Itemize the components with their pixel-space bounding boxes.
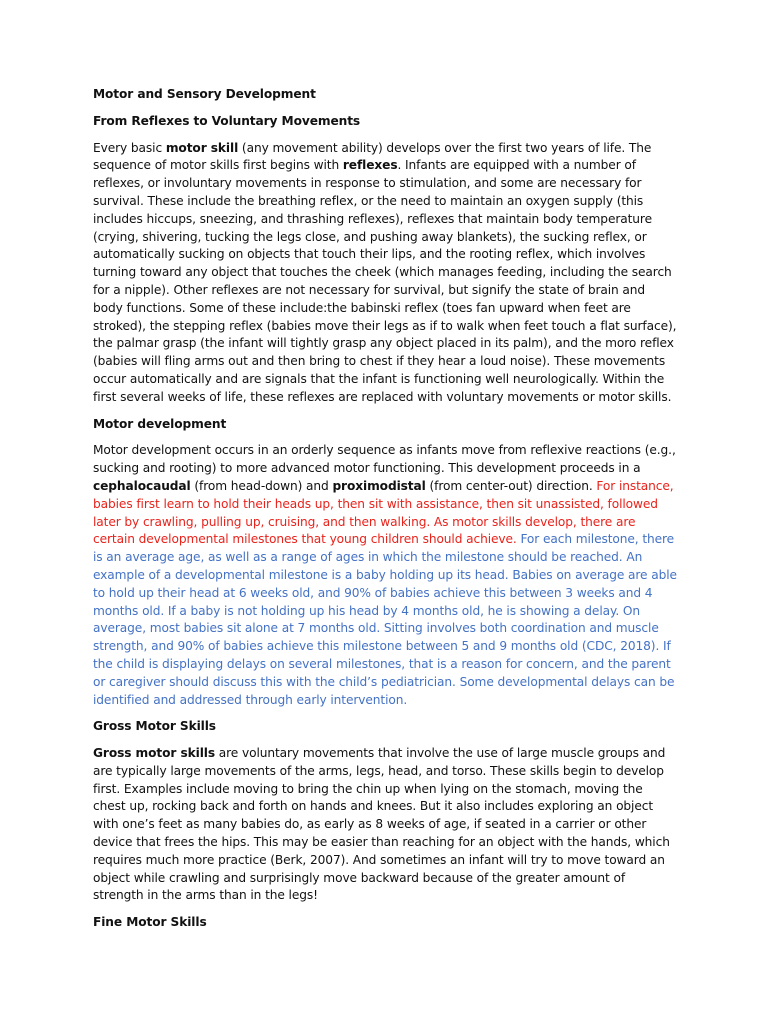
- paragraph-reflexes: [93, 140, 678, 407]
- document-title: Motor and Sensory Development: [93, 87, 316, 101]
- text-run: are voluntary movements that involve the use of large muscle groups and are typically large movements of the arms, legs, head, and torso. These skills begin to develop first. Examples include moving to bring the chin up when lying on the stomach, moving the chest up, rocking back and forth on hands and knees. But it also includes exploring an object with one’s feet as many babies do, as early as 8 weeks of age, if seated in a carrier or other device that frees the hips. This may be easier than reaching for an object with the hands, which requires much more practice (Berk, 2007). And sometimes an infant will try to move toward an object while crawling and surprisingly move backward because of the greater amount of strength in the arms than in the legs!: [93, 746, 670, 903]
- bold-term-cephalocaudal: cephalocaudal: [93, 478, 191, 493]
- section-heading-gross-motor-skills: Gross Motor Skills: [93, 719, 216, 734]
- bold-term-proximodistal: proximodistal: [332, 478, 426, 493]
- text-run: . Infants are equipped with a number of reflexes, or involuntary movements in response to stimulation, and some are necessary for survival. These include the breathing reflex, or the need to maintain an oxygen supply (this includes hiccups, sneezing, and thrashing reflexes), reflexes that maintain body temperature (crying, shivering, tucking the legs close, and pushing away blankets), the sucking reflex, or automatically sucking on objects that touch their lips, and the rooting reflex, which involves turning toward any object that touches the cheek (which manages feeding, including the search for a nipple). Other reflexes are not necessary for survival, but signify the state of brain and body functions. Some of these include:the babinski reflex (toes fan upward when feet are stroked), the stepping reflex (babies move their legs as if to walk when feet touch a flat surface), the palmar grasp (the infant will tightly grasp any object placed in its palm), and the moro reflex (babies will fling arms out and then bring to chest if they hear a loud noise). These movements occur automatically and are signals that the infant is functioning well neurologically. Within the first several weeks of life, these reflexes are replaced with voluntary movements or motor skills.: [93, 158, 677, 404]
- document-page: [93, 86, 678, 941]
- blue-highlighted-text: For each milestone, there is an average age, as well as a range of ages in which the milestone should be reached. An example of a developmental milestone is a baby holding up its head. Babies on average are able to hold up their head at 6 weeks old, and 90% of babies achieve this between 3 weeks and 4 months old. If a baby is not holding up his head by 4 months old, he is showing a delay. On average, most babies sit alone at 7 months old. Sitting involves both coordination and muscle strength, and 90% of babies achieve this milestone between 5 and 9 months old (CDC, 2018). If the child is displaying delays on several milestones, that is a reason for concern, and the parent or caregiver should discuss this with the child’s pediatrician. Some developmental delays can be identified and addressed through early intervention.: [93, 532, 677, 707]
- bold-term-reflexes: reflexes: [342, 158, 398, 173]
- bold-term-gross-motor-skills: Gross motor skills: [93, 746, 216, 761]
- text-run: Motor development occurs in an orderly sequence as infants move from reflexive reactions (e.g., sucking and rooting) to more advanced motor functioning. This development proceeds in a: [93, 443, 676, 476]
- text-run: Every basic: [93, 140, 166, 155]
- text-run: (from center-out) direction.: [425, 478, 597, 493]
- section-heading-reflexes: From Reflexes to Voluntary Movements: [93, 113, 361, 128]
- text-run: (any movement ability) develops over the first two years of life. The sequence of motor skills first begins with: [93, 140, 652, 173]
- red-highlighted-text: For instance, babies first learn to hold their heads up, then sit with assistance, then sit unassisted, followed later by crawling, pulling up, cruising, and then walking. As motor skills develop, there are certain developmental milestones that young children should achieve.: [93, 478, 674, 547]
- paragraph-gross-motor-skills: [93, 745, 678, 905]
- section-heading-motor-development: Motor development: [93, 416, 227, 431]
- paragraph-motor-development: [93, 442, 678, 709]
- text-run: (from head-down) and: [190, 478, 333, 493]
- section-heading-fine-motor-skills: Fine Motor Skills: [93, 915, 207, 930]
- bold-term-motor-skill: motor skill: [165, 140, 239, 155]
